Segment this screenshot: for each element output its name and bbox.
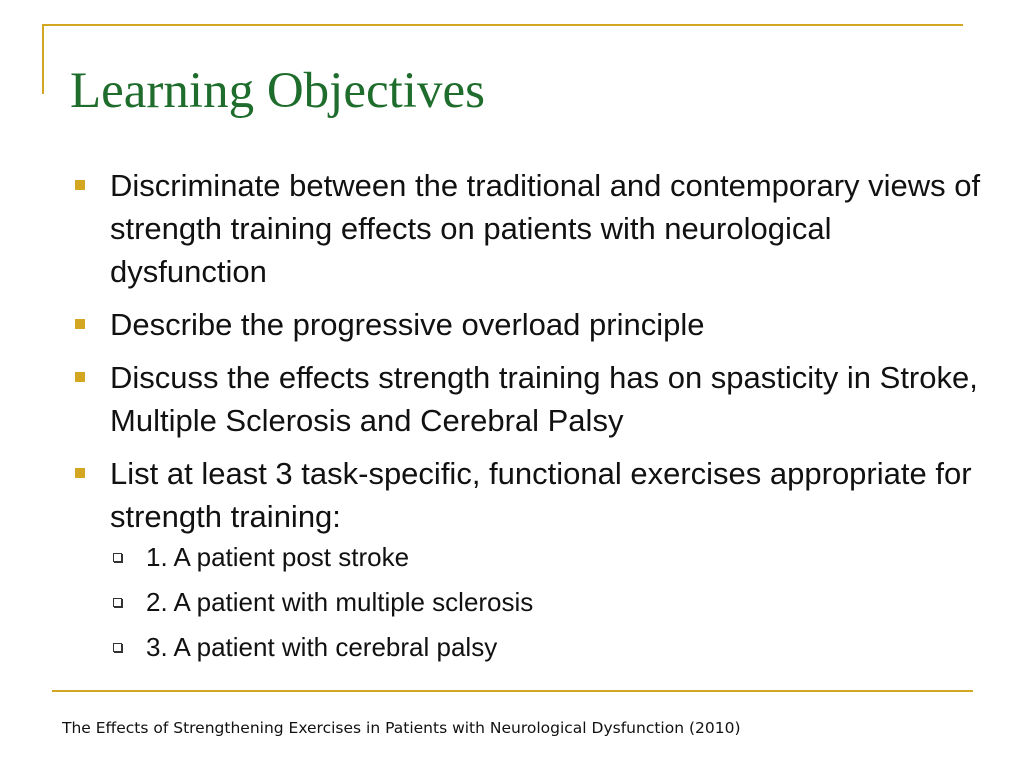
sub-bullet-list bbox=[110, 540, 994, 664]
sub-bullet-text: 2. A patient with multiple sclerosis bbox=[146, 587, 534, 617]
square-bullet-icon bbox=[75, 372, 85, 382]
sub-bullet-item bbox=[110, 630, 994, 664]
frame-top-line bbox=[42, 24, 963, 26]
hollow-square-bullet-icon bbox=[113, 553, 122, 562]
hollow-square-bullet-icon bbox=[113, 598, 122, 607]
bullet-item bbox=[74, 164, 994, 293]
hollow-square-bullet-icon bbox=[113, 643, 122, 652]
sub-bullet-text: 3. A patient with cerebral palsy bbox=[146, 632, 498, 662]
sub-bullet-text: 1. A patient post stroke bbox=[146, 542, 410, 572]
slide-footer: The Effects of Strengthening Exercises in Patients with Neurological Dysfunction (2010) bbox=[62, 719, 741, 737]
square-bullet-icon bbox=[75, 468, 85, 478]
bullet-text: Discuss the effects strength training has on spasticity in Stroke, Multiple Sclerosis and Cerebral Palsy bbox=[110, 360, 978, 438]
footer-divider-line bbox=[52, 690, 973, 692]
bullet-text: List at least 3 task-specific, functional exercises appropriate for strength training: bbox=[110, 456, 972, 534]
square-bullet-icon bbox=[75, 319, 85, 329]
square-bullet-icon bbox=[75, 180, 85, 190]
bullet-text: Discriminate between the traditional and contemporary views of strength training effects on patients with neurological dysfunction bbox=[110, 168, 981, 289]
bullet-item bbox=[74, 356, 994, 442]
bullet-list bbox=[74, 164, 994, 664]
bullet-item bbox=[74, 452, 994, 664]
slide-title: Learning Objectives bbox=[70, 63, 485, 119]
frame-left-line bbox=[42, 24, 44, 94]
sub-bullet-item bbox=[110, 540, 994, 574]
sub-bullet-item bbox=[110, 585, 994, 619]
slide-content bbox=[74, 164, 994, 675]
bullet-text: Describe the progressive overload principle bbox=[110, 307, 705, 342]
bullet-item bbox=[74, 303, 994, 346]
